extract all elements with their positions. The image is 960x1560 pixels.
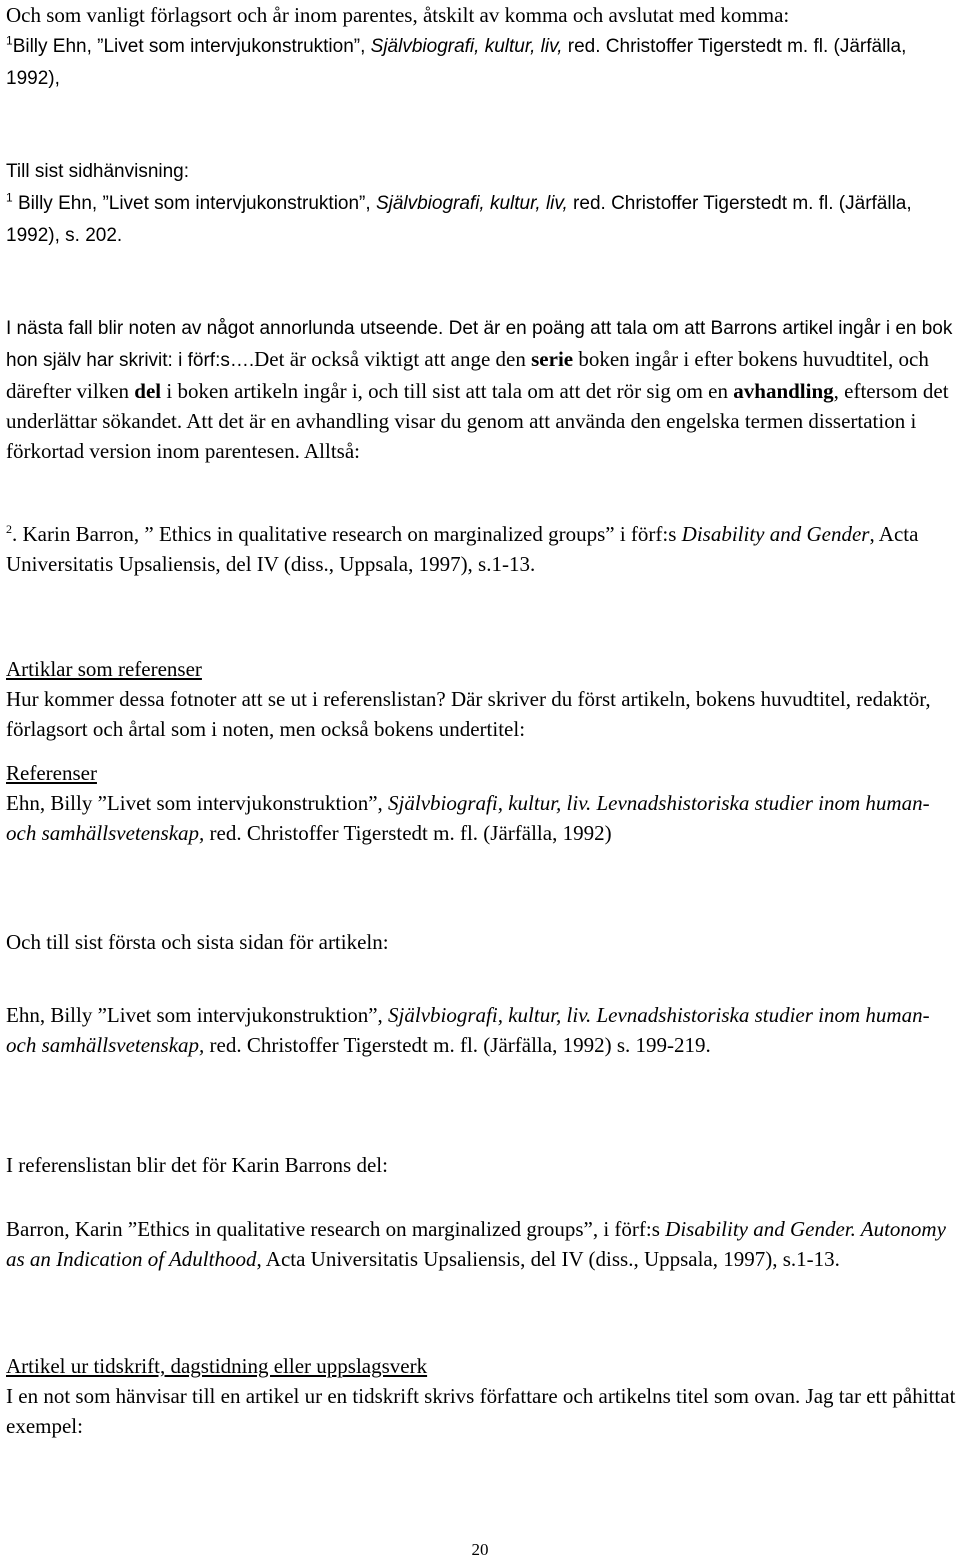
reference-text: , Acta Universitatis Upsaliensis, del IV (diss., Uppsala, 1997), s.1-13. <box>256 1247 840 1271</box>
reference-with-pages <box>6 1000 956 1060</box>
footnote-marker: 1 <box>6 33 13 48</box>
reference-text: red. Christoffer Tigerstedt m. fl. (Järfälla, 1992) <box>204 821 612 845</box>
bold-term: serie <box>531 347 574 371</box>
book-title: Självbiografi, kultur, liv. Levnadshistoriska studier inom human- och samhällsvetenskap, <box>6 791 930 845</box>
paragraph-text: I en not som hänvisar till en artikel ur en tidskrift skrivs författare och artikelns titel som ovan. Jag tar ett påhittat exempel: <box>6 1384 956 1438</box>
section-heading: Referenser <box>6 761 97 785</box>
footnote-marker: 2 <box>6 522 12 536</box>
paragraph-text: Och som vanligt förlagsort och år inom parentes, åtskilt av komma och avslutat med komma: <box>6 3 790 27</box>
book-title: Självbiografi, kultur, liv, <box>370 36 563 57</box>
book-title: Självbiografi, kultur, liv, <box>375 193 568 214</box>
section-journal-article <box>6 1351 956 1441</box>
reference-text: Ehn, Billy ”Livet som intervjukonstruktion”, <box>6 791 389 815</box>
paragraph-page-reference <box>6 155 956 251</box>
paragraph-text: Hur kommer dessa fotnoter att se ut i referenslistan? Där skriver du först artikeln, bokens huvudtitel, redaktör, förlagsort och årtal som i noten, men också bokens undertitel: <box>6 687 931 741</box>
paragraph-text: boken ingår i efter bokens huvudtitel, och därefter vilken <box>6 347 929 403</box>
footnote-marker: 1 <box>6 190 13 205</box>
book-title: Självbiografi, kultur, liv. Levnadshistoriska studier inom human- och samhällsvetenskap, <box>6 1003 930 1057</box>
paragraph-text: I nästa fall blir noten av något annorlunda utseende. Det är en poäng att tala om att Barrons artikel ingår i en bok hon själv har skrivit: i förf:s…. <box>6 318 953 371</box>
bold-term: del <box>134 379 162 403</box>
bold-term: avhandling <box>733 379 834 403</box>
paragraph-footnote-example-2 <box>6 519 956 579</box>
reference-text: Barron, Karin ”Ethics in qualitative research on marginalized groups”, i förf:s <box>6 1217 666 1241</box>
citation-text: Billy Ehn, ”Livet som intervjukonstruktion”, <box>12 193 376 214</box>
citation-text: red. Christoffer Tigerstedt m. fl. (Järfälla, 1992), <box>6 36 907 89</box>
paragraph-text: I referenslistan blir det för Karin Barrons del: <box>6 1153 388 1177</box>
paragraph-barron-intro <box>6 1150 956 1180</box>
paragraph-text: Och till sist första och sista sidan för artikeln: <box>6 930 389 954</box>
citation-text: , Acta Universitatis Upsaliensis, del IV (diss., Uppsala, 1997), s.1-13. <box>6 522 919 576</box>
reference-text: red. Christoffer Tigerstedt m. fl. (Järfälla, 1992) s. 199-219. <box>204 1033 711 1057</box>
paragraph-text: i boken artikeln ingår i, och till sist att tala om att det rör sig om en <box>161 379 734 403</box>
book-title: Disability and Gender <box>681 522 870 546</box>
paragraph-text: Det är också viktigt att ange den <box>254 347 532 371</box>
citation-text: red. Christoffer Tigerstedt m. fl. (Järfälla, 1992), s. 202. <box>6 193 912 246</box>
section-articles-as-references <box>6 654 956 744</box>
reference-barron <box>6 1214 956 1274</box>
citation-text: . Karin Barron, ” Ethics in qualitative research on marginalized groups” i förf:s <box>12 522 682 546</box>
paragraph-first-last-page <box>6 927 956 957</box>
book-title: Disability and Gender. Autonomy as an Indication of Adulthood <box>6 1217 946 1271</box>
paragraph-note-format <box>6 0 956 94</box>
paragraph-series-explanation <box>6 312 956 466</box>
citation-text: Billy Ehn, ”Livet som intervjukonstruktion”, <box>12 36 371 57</box>
section-heading: Artikel ur tidskrift, dagstidning eller uppslagsverk <box>6 1354 428 1378</box>
paragraph-text: , eftersom det underlättar sökandet. Att det är en avhandling visar du genom att använda den engelska termen dissertation i förkortad version inom parentesen. Alltså: <box>6 379 949 463</box>
paragraph-text: Till sist sidhänvisning: <box>6 161 190 182</box>
section-references <box>6 758 956 848</box>
page-number: 20 <box>471 1540 489 1559</box>
section-heading: Artiklar som referenser <box>6 657 202 681</box>
reference-text: Ehn, Billy ”Livet som intervjukonstruktion”, <box>6 1003 389 1027</box>
